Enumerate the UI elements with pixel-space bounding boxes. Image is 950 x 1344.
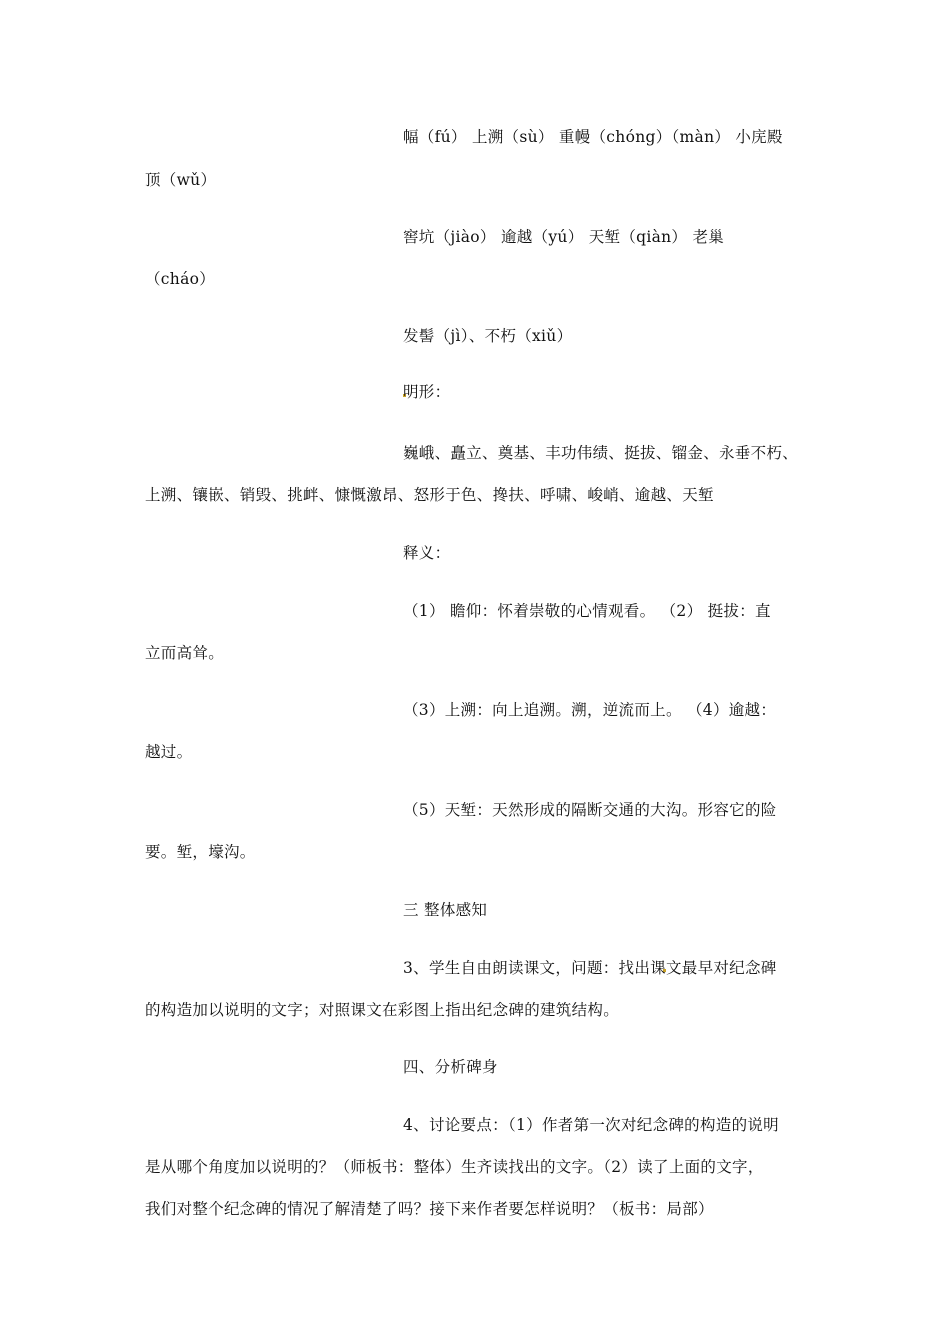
vocab-pinyin-line-1: 幅（fú） 上溯（sù） 重幔（chóng）（màn） 小庑殿 bbox=[403, 128, 783, 146]
definition-line-2-cont: 越过。 bbox=[145, 743, 193, 761]
vocab-pinyin-line-3: 发髻（jì）、不朽（xiǔ） bbox=[403, 327, 573, 345]
task-3-line-2: 的构造加以说明的文字；对照课文在彩图上指出纪念碑的建筑结构。 bbox=[145, 1001, 620, 1019]
task-3-line-1: 3、学生自由朗读课文，问题：找出课文最早对纪念碑 bbox=[403, 959, 777, 977]
definition-line-3-cont: 要。堑，壕沟。 bbox=[145, 843, 256, 861]
definition-line-1: （1） 瞻仰：怀着崇敬的心情观看。 （2） 挺拔：直 bbox=[403, 602, 771, 620]
definition-line-3: （5）天堑：天然形成的隔断交通的大沟。形容它的险 bbox=[403, 801, 777, 819]
vocab-pinyin-line-2: 窖坑（jiào） 逾越（yú） 天堑（qiàn） 老巢 bbox=[403, 228, 725, 246]
definition-line-1-cont: 立而高耸。 bbox=[145, 644, 225, 662]
section-heading-3: 三 整体感知 bbox=[403, 901, 488, 919]
task-4-line-2: 是从哪个角度加以说明的？（师板书：整体）生齐读找出的文字。（2）读了上面的文字， bbox=[145, 1158, 764, 1176]
section-heading-mingxing: 明形： bbox=[403, 383, 451, 401]
task-4-line-1: 4、讨论要点：（1）作者第一次对纪念碑的构造的说明 bbox=[403, 1116, 779, 1134]
vocab-pinyin-line-1-cont: 顶（wǔ） bbox=[145, 171, 217, 189]
task-4-line-3: 我们对整个纪念碑的情况了解清楚了吗？接下来作者要怎样说明？（板书：局部） bbox=[145, 1200, 714, 1218]
vocab-word-list-line-2: 上溯、镶嵌、销毁、挑衅、慷慨激昂、怒形于色、搀扶、呼啸、峻峭、逾越、天堑 bbox=[145, 486, 714, 504]
section-heading-4: 四、分析碑身 bbox=[403, 1058, 498, 1076]
vocab-pinyin-line-2-cont: （cháo） bbox=[145, 270, 216, 288]
vocab-word-list-line-1: 巍峨、矗立、奠基、丰功伟绩、挺拔、镏金、永垂不朽、 bbox=[403, 444, 799, 462]
section-heading-shiyi: 释义： bbox=[403, 544, 451, 562]
definition-line-2: （3）上溯：向上追溯。溯，逆流而上。 （4）逾越： bbox=[403, 701, 777, 719]
